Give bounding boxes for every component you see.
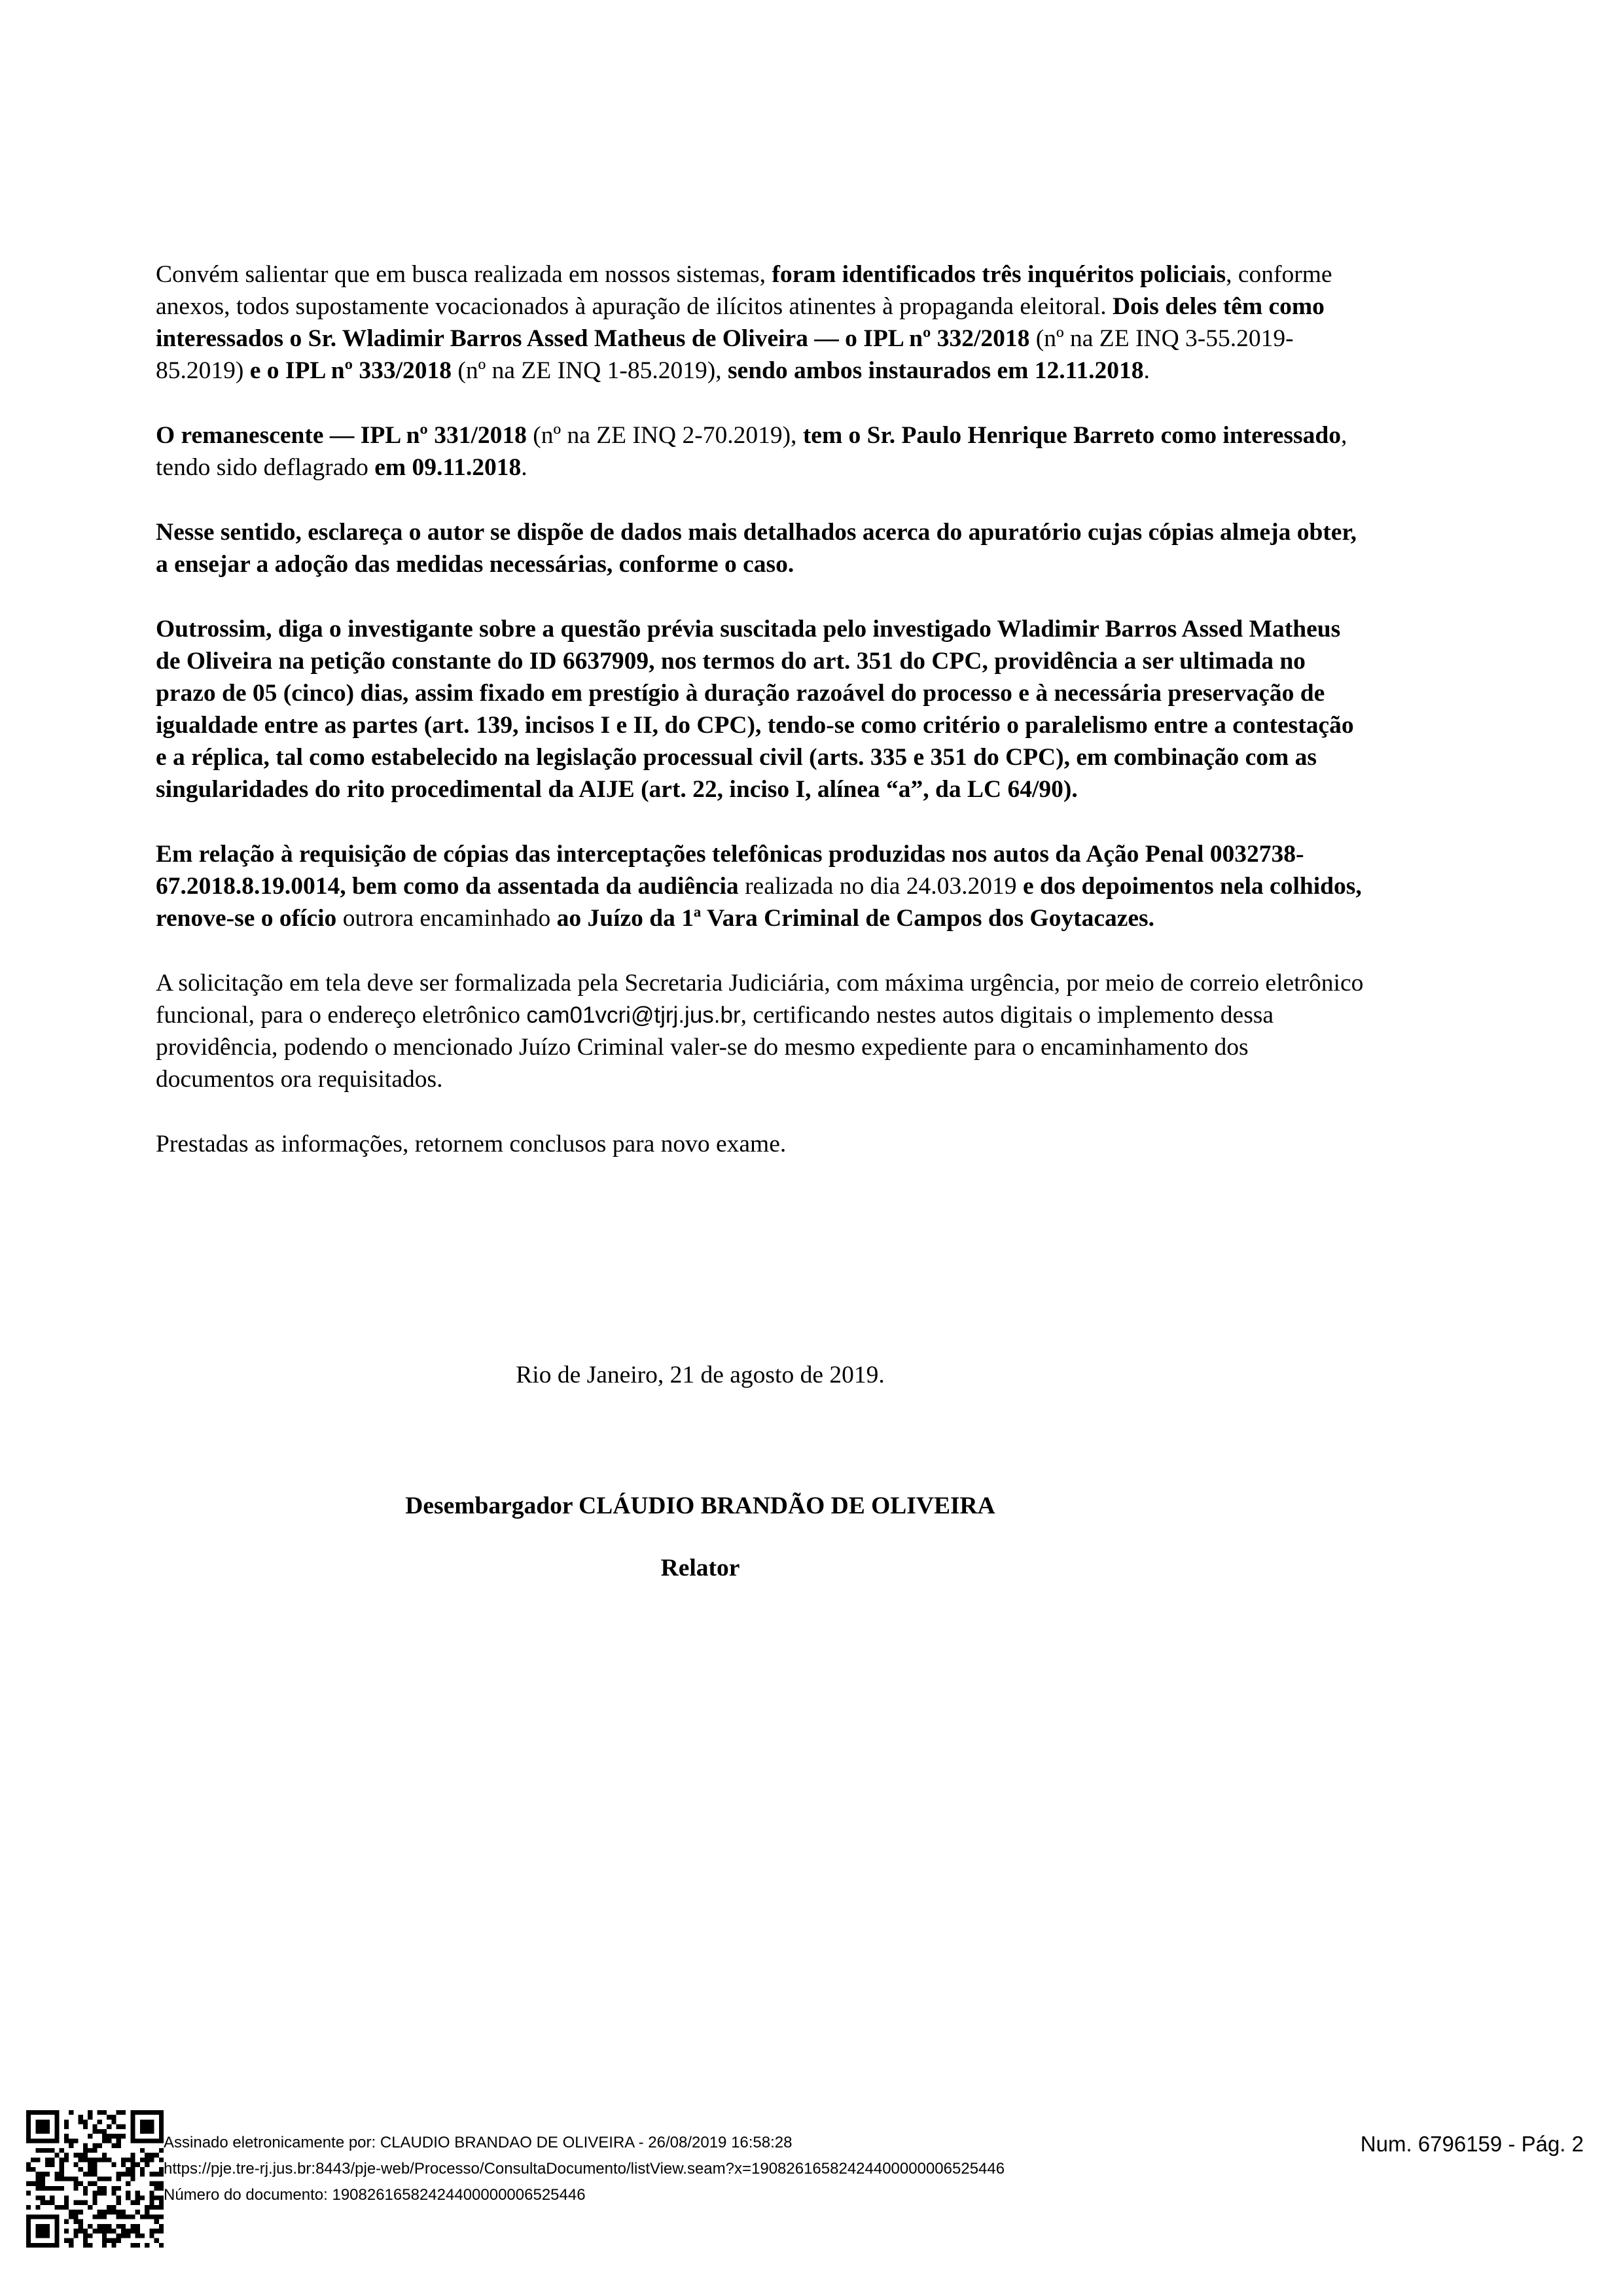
solicitacao-text-end: , certificando nestes autos digitais o implemento dessa providência, podendo o mencionado Juízo Criminal valer-se do mesmo expediente para o encaminhamento dos documentos ora requisitados.	[156, 1002, 1274, 1093]
email-address: cam01vcri@tjrj.jus.br	[526, 1002, 741, 1028]
text-run: (nº na ZE INQ 2-70.2019),	[526, 422, 803, 449]
solicitacao-text-start: A solicitação em tela deve ser formalizada pela Secretaria Judiciária, com máxima urgência, por meio de correio eletrônico funcional, para o endereço eletrônico	[156, 970, 1364, 1029]
qr-code-icon	[26, 2110, 164, 2248]
footer-url[interactable]: https://pje.tre-rj.jus.br:8443/pje-web/Processo/ConsultaDocumento/listView.seam?x=19082616582424400000006525446	[164, 2160, 1005, 2178]
text-run: Nesse sentido, esclareça o autor se dispõe de dados mais detalhados acerca do apuratório cujas cópias almeja obter, a ensejar a adoção das medidas necessárias, conforme o caso.	[156, 519, 1357, 578]
text-run: , tendo sido deflagrado	[156, 422, 1347, 481]
text-run: O remanescente — IPL nº 331/2018	[156, 422, 527, 449]
paragraph-conclusao: Prestadas as informações, retornem conclusos para novo exame.	[156, 1131, 787, 1157]
paragraph-remanescente	[156, 419, 1370, 484]
text-run: (nº na ZE INQ 3-55.2019-85.2019)	[156, 325, 1294, 384]
text-run: e dos depoimentos nela colhidos, renove-se o ofício	[156, 873, 1362, 932]
text-run: e o IPL nº 333/2018	[249, 357, 452, 384]
paragraph-inqueritos	[156, 258, 1370, 387]
text-run: Convém salientar que em busca realizada em nossos sistemas,	[156, 261, 772, 288]
text-run: tem o Sr. Paulo Henrique Barreto como interessado	[802, 422, 1341, 449]
text-run: .	[521, 454, 527, 481]
signer-role: Relator	[660, 1555, 740, 1581]
text-run: Em relação à requisição de cópias das interceptações telefônicas produzidas nos autos da Ação Penal 0032738-67.2018.8.19.0014, bem como da assentada da audiência	[156, 841, 1304, 900]
paragraph-questao-previa	[156, 613, 1370, 805]
text-run: Outrossim, diga o investigante sobre a questão prévia suscitada pelo investigado Wladimir Barros Assed Matheus de Oliveira na petição constante do ID 6637909, nos termos do art. 351 do CPC, providência a ser ultimada no prazo de 05 (cinco) dias, assim fixado em prestígio à duração razoável do processo e à necessária preservação de igualdade entre as partes (art. 139, incisos I e II, do CPC), tendo-se como critério o paralelismo entre a contestação e a réplica, tal como estabelecido na legislação processual civil (arts. 335 e 351 do CPC), em combinação com as singularidades do rito procedimental da AIJE (art. 22, inciso I, alínea “a”, da LC 64/90).	[156, 616, 1354, 803]
text-run: realizada no dia 24.03.2019	[738, 873, 1023, 900]
text-run: (nº na ZE INQ 1-85.2019),	[452, 357, 728, 384]
document-body	[156, 258, 1370, 1193]
text-run: sendo ambos instaurados em 12.11.2018	[727, 357, 1144, 384]
footer-signed-by: Assinado eletronicamente por: CLAUDIO BRANDAO DE OLIVEIRA - 26/08/2019 16:58:28	[164, 2134, 793, 2151]
text-run: , conforme anexos, todos supostamente vocacionados à apuração de ilícitos atinentes à propaganda eleitoral.	[156, 261, 1332, 320]
paragraph-esclarecimento	[156, 516, 1370, 580]
place-and-date: Rio de Janeiro, 21 de agosto de 2019.	[516, 1362, 885, 1388]
page-number: Num. 6796159 - Pág. 2	[1360, 2132, 1584, 2156]
text-run: ao Juízo da 1ª Vara Criminal de Campos dos Goytacazes.	[556, 905, 1154, 932]
paragraph-interceptacoes	[156, 838, 1370, 934]
text-run: outrora encaminhado	[336, 905, 557, 932]
footer-doc-number: Número do documento: 19082616582424400000006525446	[164, 2186, 586, 2204]
text-run: em 09.11.2018	[374, 454, 522, 481]
paragraph-solicitacao	[156, 967, 1370, 1095]
signer-name: Desembargador CLÁUDIO BRANDÃO DE OLIVEIRA	[405, 1492, 995, 1519]
text-run: .	[1143, 357, 1150, 384]
signature-footer	[164, 2130, 1005, 2208]
text-run: foram identificados três inquéritos policiais	[772, 261, 1226, 288]
text-run: Dois deles têm como interessados o Sr. Wladimir Barros Assed Matheus de Oliveira — o IPL nº 332/2018	[156, 293, 1325, 352]
